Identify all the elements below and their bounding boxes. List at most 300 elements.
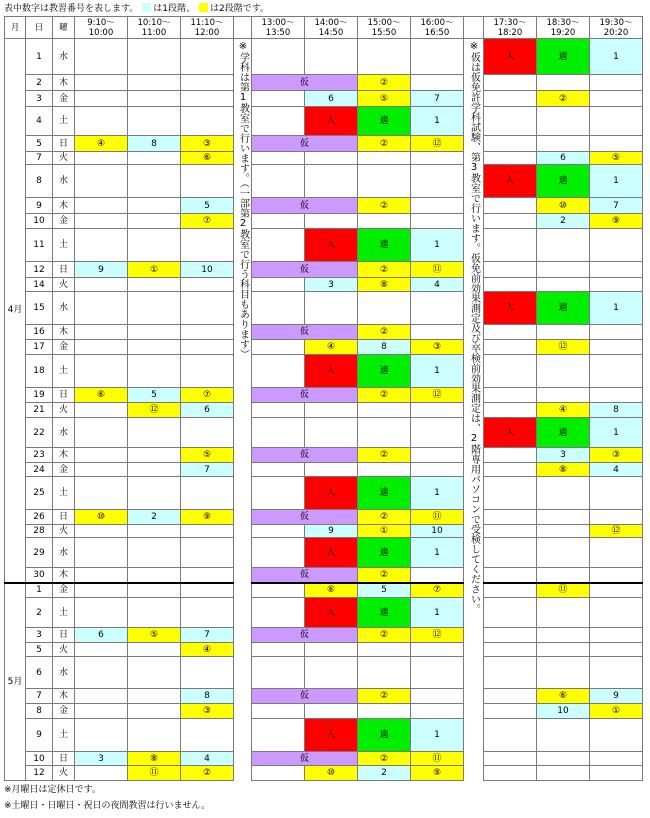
schedule-row: [5, 278, 643, 292]
lesson-cell: [484, 689, 537, 704]
lesson-cell: ⑥: [181, 152, 234, 165]
lesson-cell: [75, 657, 128, 689]
lesson-cell: 適: [537, 39, 590, 75]
lesson-cell: [75, 214, 128, 229]
exam-cell: 仮: [252, 628, 358, 643]
lesson-cell: ②: [358, 136, 411, 152]
lesson-cell: [305, 152, 358, 165]
lesson-cell: [590, 136, 643, 152]
lesson-cell: [128, 583, 181, 598]
lesson-cell: ⑦: [181, 214, 234, 229]
weekday-cell: 水: [53, 657, 75, 689]
lesson-cell: [358, 39, 411, 75]
lesson-cell: [128, 229, 181, 262]
lesson-cell: [484, 214, 537, 229]
lesson-cell: 1: [590, 165, 643, 198]
lesson-cell: [484, 136, 537, 152]
weekday-cell: 火: [53, 152, 75, 165]
lesson-cell: [75, 152, 128, 165]
lesson-cell: ④: [537, 403, 590, 418]
schedule-row: [5, 628, 643, 643]
schedule-row: [5, 643, 643, 657]
lesson-cell: [128, 107, 181, 136]
lesson-cell: [484, 107, 537, 136]
footer-note: ※月曜日は定休日です。: [4, 785, 101, 795]
lesson-cell: 1: [411, 229, 464, 262]
lesson-cell: 入: [484, 418, 537, 448]
lesson-cell: [181, 229, 234, 262]
lesson-cell: [484, 403, 537, 418]
day-cell: 1: [26, 583, 53, 598]
lesson-cell: 4: [411, 278, 464, 292]
lesson-cell: [590, 752, 643, 766]
classroom-note-text: ※学科は第1教室で行います。（一部第2教室で行う科目もあります）: [237, 41, 249, 359]
lesson-cell: [358, 463, 411, 477]
lesson-cell: ②: [358, 689, 411, 704]
weekday-cell: 金: [53, 340, 75, 355]
lesson-cell: [181, 598, 234, 628]
day-cell: 28: [26, 525, 53, 538]
lesson-cell: [75, 538, 128, 568]
lesson-cell: ⑪: [537, 583, 590, 598]
lesson-cell: [411, 165, 464, 198]
lesson-cell: [181, 568, 234, 583]
lesson-cell: [590, 75, 643, 91]
schedule-body: [5, 39, 643, 781]
lesson-cell: [75, 643, 128, 657]
weekday-cell: 木: [53, 198, 75, 214]
lesson-cell: ②: [358, 448, 411, 463]
lesson-cell: [305, 214, 358, 229]
lesson-cell: [590, 229, 643, 262]
lesson-cell: [484, 463, 537, 477]
lesson-cell: 6: [181, 403, 234, 418]
lesson-cell: 7: [181, 463, 234, 477]
weekday-cell: 土: [53, 107, 75, 136]
stage1-swatch: [142, 3, 151, 12]
lesson-cell: [484, 340, 537, 355]
lesson-cell: [181, 292, 234, 325]
header-row: [5, 17, 643, 39]
schedule-row: [5, 292, 643, 325]
lesson-cell: [411, 704, 464, 719]
weekday-cell: 木: [53, 568, 75, 583]
lesson-cell: 1: [411, 719, 464, 752]
exam-cell: 仮: [252, 388, 358, 403]
lesson-cell: [128, 525, 181, 538]
lesson-cell: [252, 538, 305, 568]
header-period: 15:00～15:50: [358, 17, 411, 39]
day-cell: 1: [26, 39, 53, 75]
lesson-cell: [537, 643, 590, 657]
lesson-cell: 7: [181, 628, 234, 643]
lesson-cell: 適: [358, 229, 411, 262]
lesson-cell: [537, 510, 590, 525]
lesson-cell: ②: [358, 568, 411, 583]
weekday-cell: 日: [53, 628, 75, 643]
lesson-cell: [305, 463, 358, 477]
header-period: 19:30～20:20: [590, 17, 643, 39]
weekday-cell: 火: [53, 766, 75, 781]
lesson-cell: [590, 583, 643, 598]
lesson-cell: ②: [358, 325, 411, 340]
lesson-cell: [484, 325, 537, 340]
exam-cell: 仮: [252, 510, 358, 525]
lesson-cell: [252, 463, 305, 477]
lesson-cell: [484, 719, 537, 752]
lesson-cell: 1: [590, 418, 643, 448]
schedule-row: [5, 418, 643, 448]
schedule-row: [5, 136, 643, 152]
lesson-cell: [411, 198, 464, 214]
day-cell: 3: [26, 91, 53, 107]
lesson-cell: [484, 262, 537, 278]
schedule-row: [5, 448, 643, 463]
weekday-cell: 火: [53, 525, 75, 538]
lesson-cell: ④: [305, 340, 358, 355]
schedule-row: [5, 598, 643, 628]
lesson-cell: [590, 278, 643, 292]
schedule-row: [5, 91, 643, 107]
weekday-cell: 土: [53, 477, 75, 510]
lesson-cell: ⑥: [537, 689, 590, 704]
lesson-cell: [537, 766, 590, 781]
lesson-cell: [590, 355, 643, 388]
lesson-cell: 1: [590, 292, 643, 325]
schedule-row: [5, 198, 643, 214]
lesson-cell: 入: [305, 719, 358, 752]
lesson-cell: 適: [358, 355, 411, 388]
lesson-cell: ⑪: [411, 752, 464, 766]
lesson-cell: [537, 657, 590, 689]
lesson-cell: [128, 418, 181, 448]
exam-cell: 仮: [252, 689, 358, 704]
lesson-cell: [590, 477, 643, 510]
lesson-cell: [484, 766, 537, 781]
lesson-cell: [128, 91, 181, 107]
lesson-cell: 入: [305, 107, 358, 136]
lesson-cell: ⑥: [305, 583, 358, 598]
lesson-cell: [358, 643, 411, 657]
lesson-cell: [181, 325, 234, 340]
day-cell: 2: [26, 598, 53, 628]
lesson-cell: 3: [305, 278, 358, 292]
schedule-row: [5, 704, 643, 719]
schedule-row: [5, 325, 643, 340]
lesson-cell: [128, 75, 181, 91]
lesson-cell: [590, 325, 643, 340]
lesson-cell: [358, 152, 411, 165]
lesson-cell: [252, 91, 305, 107]
lesson-cell: [590, 719, 643, 752]
lesson-cell: 適: [537, 165, 590, 198]
lesson-cell: [252, 766, 305, 781]
lesson-cell: [484, 598, 537, 628]
lesson-cell: [484, 752, 537, 766]
lesson-cell: 入: [305, 355, 358, 388]
lesson-cell: [537, 325, 590, 340]
day-cell: 7: [26, 152, 53, 165]
day-cell: 19: [26, 388, 53, 403]
lesson-cell: ⑫: [537, 340, 590, 355]
lesson-cell: [484, 448, 537, 463]
lesson-cell: [128, 704, 181, 719]
lesson-cell: [411, 75, 464, 91]
exam-note: [464, 39, 484, 781]
schedule-row: [5, 340, 643, 355]
lesson-cell: [484, 704, 537, 719]
lesson-cell: [181, 538, 234, 568]
lesson-cell: [128, 39, 181, 75]
weekday-cell: 木: [53, 448, 75, 463]
weekday-cell: 木: [53, 689, 75, 704]
schedule-row: [5, 262, 643, 278]
lesson-cell: [590, 538, 643, 568]
lesson-cell: [75, 229, 128, 262]
weekday-cell: 水: [53, 292, 75, 325]
weekday-cell: 日: [53, 388, 75, 403]
lesson-cell: [128, 448, 181, 463]
lesson-cell: 5: [181, 198, 234, 214]
lesson-cell: ⑪: [128, 766, 181, 781]
header-weekday: 曜: [53, 17, 75, 39]
lesson-cell: 適: [358, 598, 411, 628]
lesson-cell: 2: [358, 766, 411, 781]
schedule-row: [5, 657, 643, 689]
lesson-cell: [75, 477, 128, 510]
lesson-cell: ②: [358, 262, 411, 278]
day-cell: 9: [26, 198, 53, 214]
lesson-cell: [181, 340, 234, 355]
legend-stage2-text: は2段階です。: [210, 4, 270, 14]
weekday-cell: 土: [53, 598, 75, 628]
lesson-cell: [75, 463, 128, 477]
lesson-cell: [181, 39, 234, 75]
lesson-cell: 入: [305, 598, 358, 628]
lesson-cell: [75, 689, 128, 704]
lesson-cell: 8: [358, 340, 411, 355]
lesson-cell: [181, 418, 234, 448]
schedule-row: [5, 719, 643, 752]
lesson-cell: [252, 165, 305, 198]
lesson-cell: 4: [181, 752, 234, 766]
header-period: 9:10～10:00: [75, 17, 128, 39]
lesson-cell: [305, 39, 358, 75]
lesson-cell: ②: [358, 75, 411, 91]
weekday-cell: 日: [53, 752, 75, 766]
schedule-row: [5, 568, 643, 583]
lesson-cell: [252, 214, 305, 229]
lesson-cell: 1: [411, 477, 464, 510]
lesson-cell: [128, 643, 181, 657]
day-cell: 18: [26, 355, 53, 388]
lesson-cell: [75, 292, 128, 325]
lesson-cell: [181, 657, 234, 689]
lesson-cell: [484, 643, 537, 657]
lesson-cell: 3: [537, 448, 590, 463]
lesson-cell: 1: [590, 39, 643, 75]
lesson-cell: ⑦: [411, 583, 464, 598]
lesson-cell: ⑧: [537, 463, 590, 477]
lesson-cell: 6: [305, 91, 358, 107]
lesson-cell: [181, 477, 234, 510]
lesson-cell: ⑦: [181, 388, 234, 403]
lesson-cell: [252, 643, 305, 657]
lesson-cell: [252, 355, 305, 388]
lesson-cell: [75, 107, 128, 136]
schedule-row: [5, 463, 643, 477]
weekday-cell: 金: [53, 214, 75, 229]
exam-cell: 仮: [252, 198, 358, 214]
lesson-cell: [252, 719, 305, 752]
lesson-cell: [411, 568, 464, 583]
lesson-cell: [128, 325, 181, 340]
lesson-cell: [75, 598, 128, 628]
lesson-cell: [358, 403, 411, 418]
lesson-cell: [590, 628, 643, 643]
lesson-cell: [252, 525, 305, 538]
lesson-cell: ⑫: [411, 388, 464, 403]
lesson-cell: 6: [75, 628, 128, 643]
lesson-cell: [411, 325, 464, 340]
schedule-row: [5, 583, 643, 598]
lesson-cell: [411, 403, 464, 418]
lesson-cell: [484, 278, 537, 292]
weekday-cell: 水: [53, 418, 75, 448]
lesson-cell: ⑤: [128, 628, 181, 643]
lesson-cell: [305, 292, 358, 325]
day-cell: 14: [26, 278, 53, 292]
lesson-cell: [358, 214, 411, 229]
lesson-cell: 適: [537, 418, 590, 448]
lesson-cell: [537, 262, 590, 278]
schedule-grid: [4, 16, 643, 781]
day-cell: 7: [26, 689, 53, 704]
lesson-cell: [305, 418, 358, 448]
day-cell: 8: [26, 704, 53, 719]
lesson-cell: [128, 278, 181, 292]
lesson-cell: [252, 39, 305, 75]
lesson-cell: [128, 689, 181, 704]
schedule-table: [4, 16, 643, 781]
day-cell: 10: [26, 214, 53, 229]
lesson-cell: [537, 75, 590, 91]
lesson-cell: [484, 657, 537, 689]
lesson-cell: [75, 165, 128, 198]
schedule-row: [5, 525, 643, 538]
lesson-cell: [590, 598, 643, 628]
lesson-cell: [181, 355, 234, 388]
day-cell: 5: [26, 136, 53, 152]
lesson-cell: [484, 628, 537, 643]
exam-cell: 仮: [252, 752, 358, 766]
lesson-cell: [75, 583, 128, 598]
lesson-cell: [484, 525, 537, 538]
lesson-cell: [128, 198, 181, 214]
lesson-cell: ⑧: [128, 752, 181, 766]
lesson-cell: [252, 657, 305, 689]
lesson-cell: [75, 91, 128, 107]
lesson-cell: [75, 278, 128, 292]
legend: [4, 2, 269, 16]
lesson-cell: [128, 719, 181, 752]
lesson-cell: 1: [411, 538, 464, 568]
lesson-cell: [484, 91, 537, 107]
lesson-cell: [75, 340, 128, 355]
lesson-cell: [537, 568, 590, 583]
day-cell: 12: [26, 262, 53, 278]
day-cell: 11: [26, 229, 53, 262]
lesson-cell: [181, 165, 234, 198]
schedule-row: [5, 229, 643, 262]
lesson-cell: 2: [537, 214, 590, 229]
lesson-cell: [358, 704, 411, 719]
lesson-cell: [128, 165, 181, 198]
lesson-cell: 適: [358, 538, 411, 568]
lesson-cell: [537, 136, 590, 152]
lesson-cell: ⑩: [305, 766, 358, 781]
lesson-cell: 適: [537, 292, 590, 325]
schedule-row: [5, 355, 643, 388]
lesson-cell: ②: [358, 752, 411, 766]
lesson-cell: [411, 448, 464, 463]
footer-notes: [4, 782, 210, 814]
lesson-cell: [537, 229, 590, 262]
lesson-cell: ⑧: [358, 278, 411, 292]
lesson-cell: [75, 525, 128, 538]
lesson-cell: [128, 214, 181, 229]
lesson-cell: [411, 418, 464, 448]
lesson-cell: [181, 107, 234, 136]
lesson-cell: [537, 477, 590, 510]
schedule-row: [5, 107, 643, 136]
lesson-cell: ②: [181, 766, 234, 781]
lesson-cell: 適: [358, 107, 411, 136]
lesson-cell: 4: [590, 463, 643, 477]
lesson-cell: 8: [128, 136, 181, 152]
weekday-cell: 水: [53, 538, 75, 568]
header-day: 日: [26, 17, 53, 39]
lesson-cell: [75, 448, 128, 463]
lesson-cell: [252, 704, 305, 719]
lesson-cell: [484, 229, 537, 262]
lesson-cell: [537, 752, 590, 766]
lesson-cell: ⑨: [181, 510, 234, 525]
weekday-cell: 水: [53, 39, 75, 75]
lesson-cell: 9: [75, 262, 128, 278]
weekday-cell: 火: [53, 643, 75, 657]
lesson-cell: ④: [75, 136, 128, 152]
lesson-cell: [75, 568, 128, 583]
lesson-cell: [537, 598, 590, 628]
lesson-cell: [252, 583, 305, 598]
lesson-cell: [411, 152, 464, 165]
lesson-cell: [590, 107, 643, 136]
schedule-row: [5, 510, 643, 525]
lesson-cell: [75, 355, 128, 388]
lesson-cell: [484, 388, 537, 403]
lesson-cell: ②: [358, 510, 411, 525]
lesson-cell: 10: [537, 704, 590, 719]
lesson-cell: [484, 198, 537, 214]
lesson-cell: 6: [537, 152, 590, 165]
lesson-cell: ③: [590, 448, 643, 463]
schedule-row: [5, 403, 643, 418]
schedule-row: [5, 388, 643, 403]
lesson-cell: [75, 403, 128, 418]
header-period: 17:30～18:20: [484, 17, 537, 39]
lesson-cell: 9: [305, 525, 358, 538]
